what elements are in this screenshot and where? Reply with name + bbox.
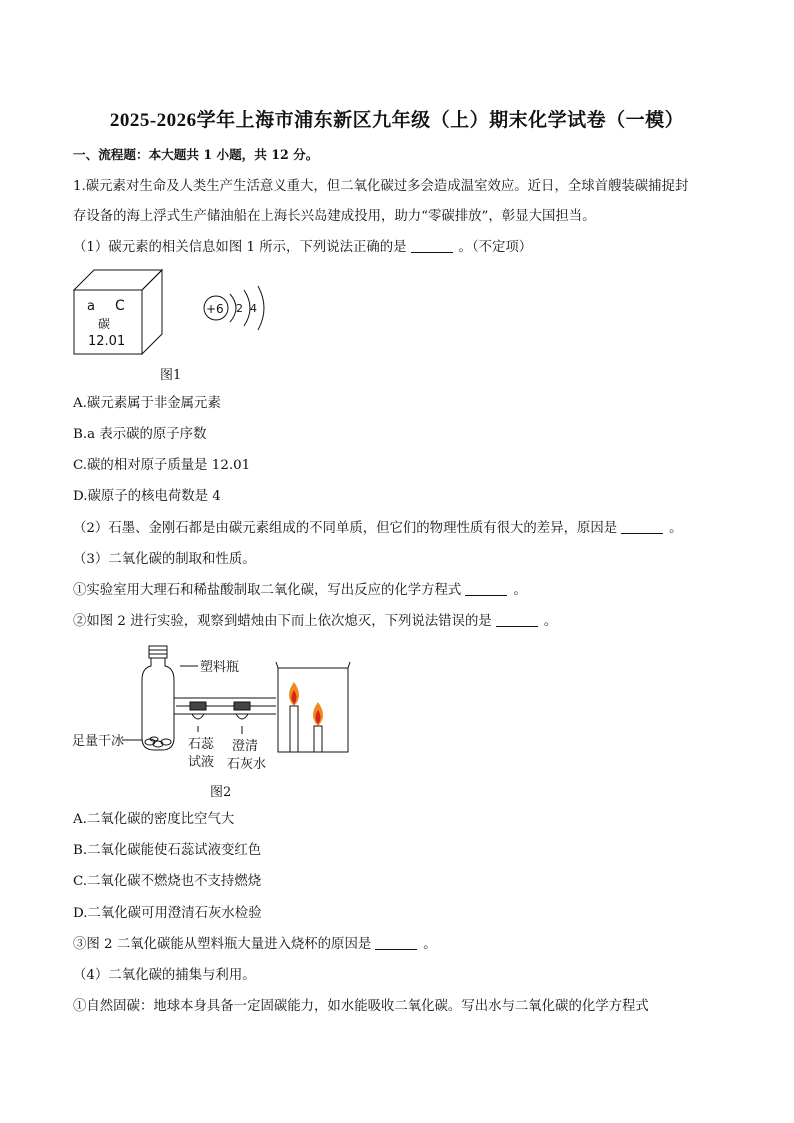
cell-element-name: 碳 xyxy=(98,317,111,331)
candle-low xyxy=(314,726,322,752)
label-litmus-1: 石蕊 xyxy=(188,737,215,752)
question-3-1 xyxy=(73,582,527,600)
q3-2-option-b[interactable]: B.二氧化碳能使石蕊试液变红色 xyxy=(73,843,262,858)
question-2 xyxy=(73,520,683,538)
question-1 xyxy=(73,239,532,257)
question-2-text: （2）石墨、金刚石都是由碳元素组成的不同单质，但它们的物理性质有很大的差异，原因是 xyxy=(73,521,618,536)
answer-blank[interactable] xyxy=(465,582,507,596)
q1-option-b[interactable]: B.a 表示碳的原子序数 xyxy=(73,427,207,442)
question-1-text: （1）碳元素的相关信息如图 1 所示，下列说法正确的是 xyxy=(73,240,407,255)
shell-2-electrons: 4 xyxy=(250,302,257,315)
question-3-2 xyxy=(73,613,557,631)
question-3-2-text: ②如图 2 进行实验，观察到蜡烛由下而上依次熄灭，下列说法错误的是 xyxy=(73,614,492,629)
atom-structure-diagram xyxy=(204,286,264,330)
label-dry-ice: 足量干冰 xyxy=(72,734,125,749)
question-3-2-suffix: 。 xyxy=(543,614,558,629)
label-limewater-1: 澄清 xyxy=(232,739,259,754)
question-3-3-text: ③图 2 二氧化碳能从塑料瓶大量进入烧杯的原因是 xyxy=(73,937,372,952)
q3-2-option-a[interactable]: A.二氧化碳的密度比空气大 xyxy=(73,812,235,827)
beaker xyxy=(276,662,350,752)
flame-icon xyxy=(289,682,299,706)
question-3-1-text: ①实验室用大理石和稀盐酸制取二氧化碳，写出反应的化学方程式 xyxy=(73,583,462,598)
candle-high xyxy=(290,706,298,752)
limewater-drop xyxy=(234,702,250,719)
question-3-3-suffix: 。 xyxy=(423,937,437,952)
question-4-1: ①自然固碳：地球本身具备一定固碳能力，如水能吸收二氧化碳。写出水与二氧化碳的化学方程式 xyxy=(73,999,649,1014)
q1-option-a[interactable]: A.碳元素属于非金属元素 xyxy=(73,396,221,411)
figure-2 xyxy=(72,640,362,780)
dry-ice xyxy=(145,737,171,747)
answer-blank[interactable] xyxy=(375,936,417,950)
q1-option-c[interactable]: C.碳的相对原子质量是 12.01 xyxy=(73,458,251,473)
question-4: （4）二氧化碳的捕集与利用。 xyxy=(73,968,256,983)
cell-atomic-mass: 12.01 xyxy=(88,334,126,349)
exam-title: 2025-2026学年上海市浦东新区九年级（上）期末化学试卷（一模） xyxy=(109,110,685,131)
label-litmus-2: 试液 xyxy=(188,755,215,770)
figure-2-caption: 图2 xyxy=(210,785,232,800)
section-heading: 一、流程题：本大题共 1 小题，共 12 分。 xyxy=(73,147,319,162)
label-plastic-bottle: 塑料瓶 xyxy=(200,660,240,675)
label-limewater-2: 石灰水 xyxy=(227,757,267,772)
answer-blank[interactable] xyxy=(411,239,453,253)
cell-atomic-number: a xyxy=(87,299,95,314)
plastic-bottle xyxy=(142,646,174,750)
answer-blank[interactable] xyxy=(496,613,538,627)
question-3: （3）二氧化碳的制取和性质。 xyxy=(73,552,256,567)
intro-line-1: 1.碳元素对生命及人类生产生活意义重大，但二氧化碳过多会造成温室效应。近日，全球首艘装碳捕捉封 xyxy=(73,179,689,194)
flame-icon xyxy=(313,702,323,726)
question-2-suffix: 。 xyxy=(669,521,683,536)
question-1-suffix: 。（不定项） xyxy=(458,240,533,255)
cell-symbol: C xyxy=(115,298,125,314)
question-3-1-suffix: 。 xyxy=(513,583,527,598)
figure-1 xyxy=(72,268,272,360)
question-3-3 xyxy=(73,936,437,954)
figure-1-caption: 图1 xyxy=(160,368,182,383)
q3-2-option-d[interactable]: D.二氧化碳可用澄清石灰水检验 xyxy=(73,906,262,921)
shell-1-electrons: 2 xyxy=(236,302,243,315)
nucleus-charge: +6 xyxy=(206,302,224,316)
q1-option-d[interactable]: D.碳原子的核电荷数是 4 xyxy=(73,489,221,504)
answer-blank[interactable] xyxy=(621,520,663,534)
q3-2-option-c[interactable]: C.二氧化碳不燃烧也不支持燃烧 xyxy=(73,874,262,889)
litmus-drop xyxy=(190,702,206,719)
intro-line-2: 存设备的海上浮式生产储油船在上海长兴岛建成投用，助力“零碳排放”，彰显大国担当。 xyxy=(73,209,596,224)
